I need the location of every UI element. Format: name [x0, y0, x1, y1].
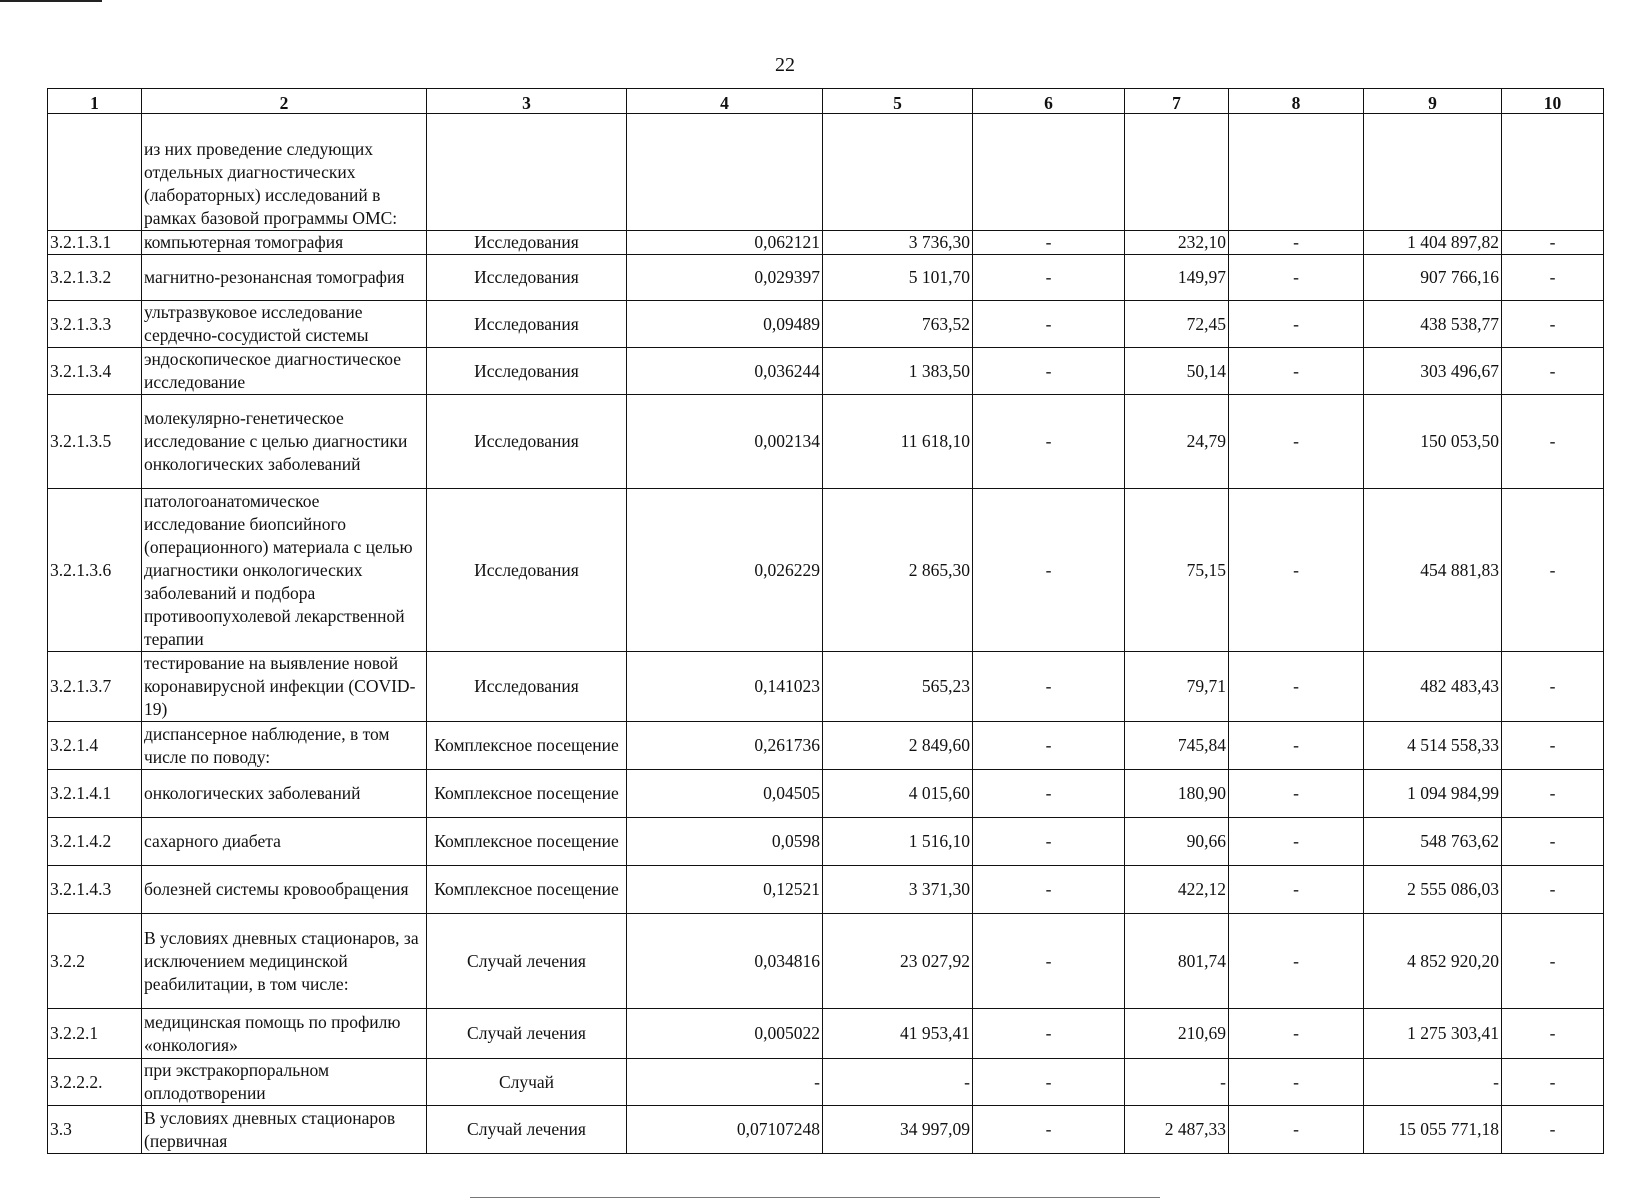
cell-col-4: 0,005022 [627, 1009, 823, 1059]
cell-col-2: эндоскопическое диагностическое исследование [142, 348, 427, 395]
cell-col-7: 24,79 [1125, 395, 1229, 489]
cell-col-9 [1364, 114, 1502, 231]
cell-col-3: Случай лечения [427, 1106, 627, 1154]
table-row [48, 914, 1604, 1009]
cell-col-10: - [1502, 231, 1604, 255]
cell-col-8: - [1229, 395, 1364, 489]
cell-col-2: В условиях дневных стационаров (первичная [142, 1106, 427, 1154]
cell-col-7: 72,45 [1125, 301, 1229, 348]
cell-col-1: 3.2.2.2. [48, 1059, 142, 1106]
cell-col-3: Исследования [427, 255, 627, 301]
cell-col-3: Исследования [427, 348, 627, 395]
cell-col-7: 210,69 [1125, 1009, 1229, 1059]
cell-col-6: - [973, 395, 1125, 489]
cell-col-5 [823, 114, 973, 231]
col-header: 4 [627, 89, 823, 114]
cell-col-1: 3.2.1.3.7 [48, 652, 142, 722]
cell-col-9: 4 514 558,33 [1364, 722, 1502, 770]
cell-col-5: 41 953,41 [823, 1009, 973, 1059]
cell-col-7: 232,10 [1125, 231, 1229, 255]
cell-col-6: - [973, 348, 1125, 395]
cell-col-2: сахарного диабета [142, 818, 427, 866]
table-row [48, 231, 1604, 255]
cell-col-8: - [1229, 652, 1364, 722]
cell-col-3: Случай [427, 1059, 627, 1106]
cell-col-9: 454 881,83 [1364, 489, 1502, 652]
cell-col-10: - [1502, 722, 1604, 770]
col-header: 8 [1229, 89, 1364, 114]
cell-col-5: 34 997,09 [823, 1106, 973, 1154]
cell-col-4: 0,261736 [627, 722, 823, 770]
cell-col-8: - [1229, 1106, 1364, 1154]
cell-col-2: онкологических заболеваний [142, 770, 427, 818]
cell-col-1: 3.2.2 [48, 914, 142, 1009]
cell-col-6: - [973, 1059, 1125, 1106]
cell-col-9: 438 538,77 [1364, 301, 1502, 348]
cell-col-3: Исследования [427, 395, 627, 489]
cell-col-9: - [1364, 1059, 1502, 1106]
cell-col-7: 422,12 [1125, 866, 1229, 914]
cell-col-9: 907 766,16 [1364, 255, 1502, 301]
cell-col-9: 482 483,43 [1364, 652, 1502, 722]
cell-col-1: 3.2.1.3.6 [48, 489, 142, 652]
cell-col-7: - [1125, 1059, 1229, 1106]
cell-col-10 [1502, 114, 1604, 231]
cell-col-3: Комплексное посещение [427, 770, 627, 818]
cell-col-2: диспансерное наблюдение, в том числе по поводу: [142, 722, 427, 770]
cell-col-1: 3.3 [48, 1106, 142, 1154]
header-row [48, 89, 1604, 114]
cell-col-8: - [1229, 231, 1364, 255]
cell-col-4: 0,0598 [627, 818, 823, 866]
cell-col-3: Комплексное посещение [427, 818, 627, 866]
cell-col-10: - [1502, 489, 1604, 652]
cell-col-6: - [973, 255, 1125, 301]
cell-col-1: 3.2.1.3.4 [48, 348, 142, 395]
cell-col-5: 4 015,60 [823, 770, 973, 818]
cell-col-1: 3.2.1.4 [48, 722, 142, 770]
table-row [48, 866, 1604, 914]
cell-col-4: 0,029397 [627, 255, 823, 301]
cell-col-4: 0,002134 [627, 395, 823, 489]
cell-col-2: компьютерная томография [142, 231, 427, 255]
table-row [48, 301, 1604, 348]
cell-col-8: - [1229, 1059, 1364, 1106]
cell-col-7: 745,84 [1125, 722, 1229, 770]
cell-col-2: из них проведение следующих отдельных диагностических (лабораторных) исследований в рамках базовой программы ОМС: [142, 114, 427, 231]
col-header: 3 [427, 89, 627, 114]
table-row [48, 818, 1604, 866]
table-row [48, 1059, 1604, 1106]
cell-col-7 [1125, 114, 1229, 231]
cell-col-3: Исследования [427, 231, 627, 255]
cell-col-8: - [1229, 770, 1364, 818]
cell-col-4: 0,026229 [627, 489, 823, 652]
cell-col-9: 548 763,62 [1364, 818, 1502, 866]
cell-col-4: 0,036244 [627, 348, 823, 395]
cell-col-10: - [1502, 652, 1604, 722]
cell-col-10: - [1502, 348, 1604, 395]
cell-col-8: - [1229, 818, 1364, 866]
table-row [48, 652, 1604, 722]
cell-col-10: - [1502, 770, 1604, 818]
cell-col-8 [1229, 114, 1364, 231]
cell-col-9: 1 404 897,82 [1364, 231, 1502, 255]
cell-col-9: 303 496,67 [1364, 348, 1502, 395]
cell-col-5: 1 516,10 [823, 818, 973, 866]
cell-col-7: 90,66 [1125, 818, 1229, 866]
table-row [48, 348, 1604, 395]
cell-col-3: Комплексное посещение [427, 866, 627, 914]
cell-col-5: 3 736,30 [823, 231, 973, 255]
cell-col-8: - [1229, 489, 1364, 652]
cell-col-8: - [1229, 301, 1364, 348]
cell-col-4: 0,09489 [627, 301, 823, 348]
cell-col-5: 23 027,92 [823, 914, 973, 1009]
table-row [48, 489, 1604, 652]
table-row [48, 255, 1604, 301]
cell-col-6: - [973, 770, 1125, 818]
corner-scan-mark [0, 0, 102, 2]
cell-col-4: 0,141023 [627, 652, 823, 722]
cell-col-10: - [1502, 255, 1604, 301]
cell-col-6: - [973, 231, 1125, 255]
cell-col-2: магнитно-резонансная томография [142, 255, 427, 301]
cell-col-10: - [1502, 914, 1604, 1009]
cell-col-6: - [973, 301, 1125, 348]
cell-col-4: 0,034816 [627, 914, 823, 1009]
cell-col-7: 149,97 [1125, 255, 1229, 301]
cell-col-9: 2 555 086,03 [1364, 866, 1502, 914]
cell-col-5: 1 383,50 [823, 348, 973, 395]
cell-col-2: ультразвуковое исследование сердечно-сосудистой системы [142, 301, 427, 348]
cell-col-3: Исследования [427, 652, 627, 722]
col-header: 7 [1125, 89, 1229, 114]
cell-col-1 [48, 114, 142, 231]
cell-col-5: 2 849,60 [823, 722, 973, 770]
cell-col-8: - [1229, 722, 1364, 770]
cell-col-1: 3.2.1.4.3 [48, 866, 142, 914]
table-row [48, 114, 1604, 231]
cell-col-5: 11 618,10 [823, 395, 973, 489]
cell-col-2: молекулярно-генетическое исследование с целью диагностики онкологических заболеваний [142, 395, 427, 489]
cell-col-1: 3.2.1.3.3 [48, 301, 142, 348]
cell-col-3 [427, 114, 627, 231]
bottom-rule [470, 1197, 1160, 1198]
cell-col-1: 3.2.1.3.1 [48, 231, 142, 255]
cell-col-10: - [1502, 818, 1604, 866]
cell-col-5: - [823, 1059, 973, 1106]
cell-col-4: 0,07107248 [627, 1106, 823, 1154]
cell-col-5: 2 865,30 [823, 489, 973, 652]
cell-col-6: - [973, 722, 1125, 770]
cell-col-8: - [1229, 914, 1364, 1009]
cell-col-7: 2 487,33 [1125, 1106, 1229, 1154]
cell-col-9: 4 852 920,20 [1364, 914, 1502, 1009]
cell-col-8: - [1229, 1009, 1364, 1059]
cell-col-6: - [973, 1009, 1125, 1059]
table-row [48, 722, 1604, 770]
cell-col-8: - [1229, 255, 1364, 301]
table-row [48, 395, 1604, 489]
cell-col-9: 15 055 771,18 [1364, 1106, 1502, 1154]
cell-col-2: тестирование на выявление новой коронавирусной инфекции (COVID-19) [142, 652, 427, 722]
cell-col-7: 801,74 [1125, 914, 1229, 1009]
cell-col-5: 763,52 [823, 301, 973, 348]
cell-col-6: - [973, 914, 1125, 1009]
cell-col-6: - [973, 652, 1125, 722]
cell-col-3: Комплексное посещение [427, 722, 627, 770]
cell-col-4: 0,12521 [627, 866, 823, 914]
cell-col-4: - [627, 1059, 823, 1106]
cell-col-5: 5 101,70 [823, 255, 973, 301]
page-number: 22 [775, 54, 795, 76]
col-header: 2 [142, 89, 427, 114]
cell-col-1: 3.2.1.3.5 [48, 395, 142, 489]
cell-col-6 [973, 114, 1125, 231]
cell-col-10: - [1502, 1106, 1604, 1154]
cell-col-4: 0,04505 [627, 770, 823, 818]
cell-col-3: Исследования [427, 301, 627, 348]
cell-col-8: - [1229, 866, 1364, 914]
cell-col-4: 0,062121 [627, 231, 823, 255]
cell-col-9: 1 275 303,41 [1364, 1009, 1502, 1059]
cell-col-3: Случай лечения [427, 914, 627, 1009]
col-header: 10 [1502, 89, 1604, 114]
cell-col-10: - [1502, 1059, 1604, 1106]
cell-col-7: 79,71 [1125, 652, 1229, 722]
cell-col-3: Случай лечения [427, 1009, 627, 1059]
cell-col-3: Исследования [427, 489, 627, 652]
data-table [47, 88, 1604, 1154]
table-row [48, 1106, 1604, 1154]
cell-col-1: 3.2.1.4.2 [48, 818, 142, 866]
cell-col-7: 75,15 [1125, 489, 1229, 652]
cell-col-9: 1 094 984,99 [1364, 770, 1502, 818]
cell-col-6: - [973, 1106, 1125, 1154]
cell-col-7: 50,14 [1125, 348, 1229, 395]
cell-col-10: - [1502, 395, 1604, 489]
cell-col-10: - [1502, 301, 1604, 348]
col-header: 9 [1364, 89, 1502, 114]
table-row [48, 770, 1604, 818]
cell-col-5: 565,23 [823, 652, 973, 722]
table-body [48, 114, 1604, 1154]
cell-col-2: медицинская помощь по профилю «онкология» [142, 1009, 427, 1059]
cell-col-4 [627, 114, 823, 231]
col-header: 6 [973, 89, 1125, 114]
cell-col-1: 3.2.1.3.2 [48, 255, 142, 301]
cell-col-6: - [973, 818, 1125, 866]
cell-col-6: - [973, 866, 1125, 914]
cell-col-5: 3 371,30 [823, 866, 973, 914]
cell-col-8: - [1229, 348, 1364, 395]
cell-col-2: В условиях дневных стационаров, за исключением медицинской реабилитации, в том числе: [142, 914, 427, 1009]
cell-col-7: 180,90 [1125, 770, 1229, 818]
cell-col-1: 3.2.2.1 [48, 1009, 142, 1059]
cell-col-1: 3.2.1.4.1 [48, 770, 142, 818]
cell-col-10: - [1502, 866, 1604, 914]
cell-col-2: при экстракорпоральном оплодотворении [142, 1059, 427, 1106]
col-header: 1 [48, 89, 142, 114]
table-row [48, 1009, 1604, 1059]
col-header: 5 [823, 89, 973, 114]
cell-col-6: - [973, 489, 1125, 652]
cell-col-2: болезней системы кровообращения [142, 866, 427, 914]
cell-col-9: 150 053,50 [1364, 395, 1502, 489]
cell-col-2: патологоанатомическое исследование биопсийного (операционного) материала с целью диагностики онкологических заболеваний и подбора противоопухолевой лекарственной терапии [142, 489, 427, 652]
cell-col-10: - [1502, 1009, 1604, 1059]
